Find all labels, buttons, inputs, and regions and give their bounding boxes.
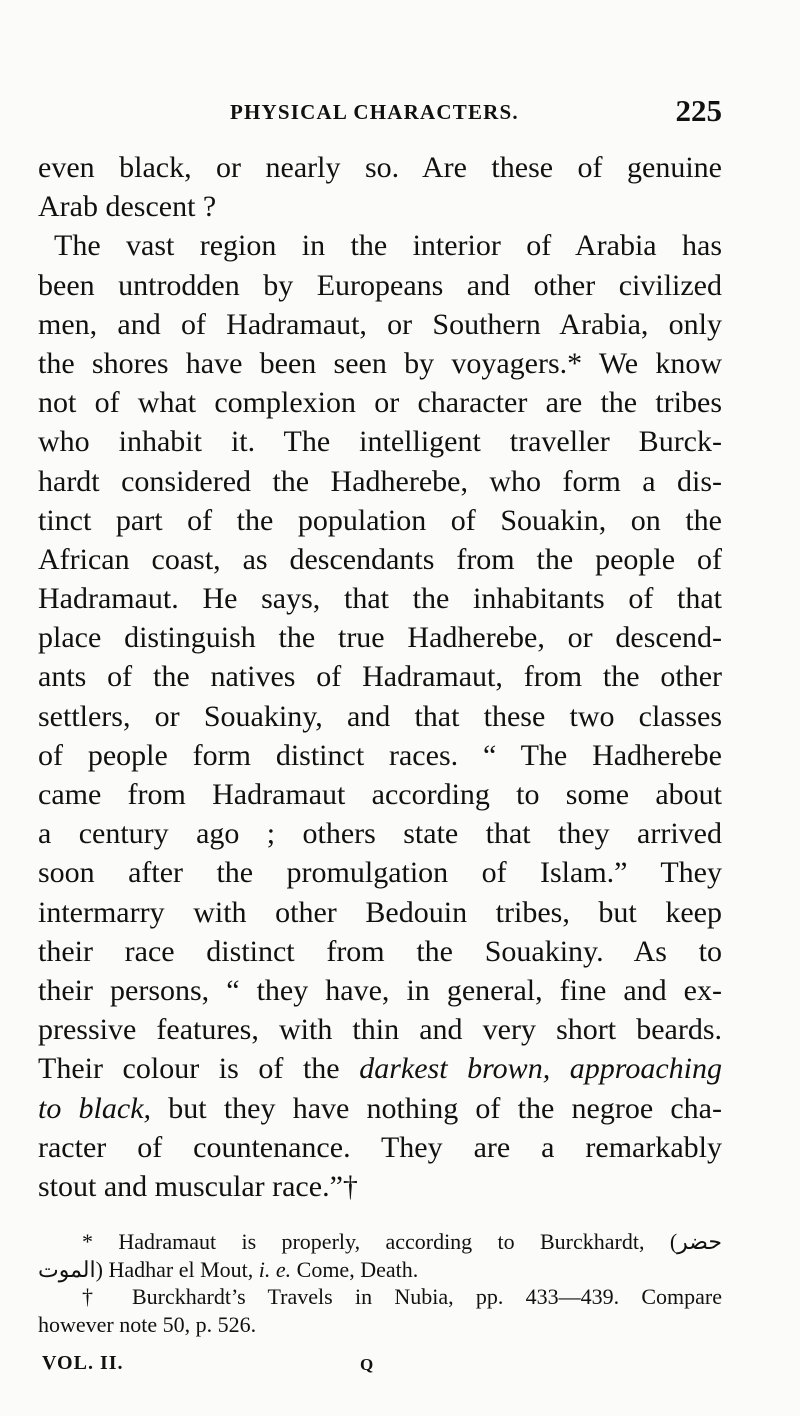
italic-text-run: to black, <box>38 1091 152 1125</box>
text-line: the shores have been seen by voyagers.* We know <box>38 346 722 380</box>
text-line: of people form distinct races. “ The Hadherebe <box>38 738 722 772</box>
text-line: Arab descent ? <box>38 190 217 224</box>
footnote-line: * Hadramaut is properly, according to Burckhardt, (حضر <box>82 1229 722 1254</box>
sheet-signature-mark: Q <box>360 1355 374 1374</box>
text-line: a century ago ; others state that they arrived <box>38 817 722 851</box>
text-run: but they have nothing of the negroe cha- <box>151 1091 722 1125</box>
text-line: racter of countenance. They are a remarkably <box>38 1130 722 1164</box>
footnote-line: † Burckhardt’s Travels in Nubia, pp. 433—439. Compare <box>82 1284 722 1309</box>
text-line: their race distinct from the Souakiny. As to <box>38 934 722 968</box>
text-line: ants of the natives of Hadramaut, from the other <box>38 660 722 694</box>
text-run: Come, Death. <box>291 1256 419 1282</box>
text-line: tinct part of the population of Souakin, on the <box>38 503 722 537</box>
page-number: 225 <box>675 93 722 128</box>
text-line: pressive features, with thin and very short beards. <box>38 1013 722 1047</box>
running-head-title: PHYSICAL CHARACTERS. <box>230 100 519 124</box>
text-line: African coast, as descendants from the people of <box>38 542 722 576</box>
text-line <box>38 1049 722 1088</box>
text-run: Their colour is of the <box>38 1052 360 1086</box>
text-line: Hadramaut. He says, that the inhabitants of that <box>38 582 722 616</box>
text-line: hardt considered the Hadherebe, who form a dis- <box>38 464 722 498</box>
text-line: been untrodden by Europeans and other civilized <box>38 268 722 302</box>
footnote-line <box>38 1256 722 1284</box>
body-text <box>38 148 722 1206</box>
text-line: stout and muscular race.”† <box>38 1169 358 1203</box>
text-line: place distinguish the true Hadherebe, or descend- <box>38 621 722 655</box>
italic-text-run: i. e. <box>258 1256 292 1282</box>
italic-text-run: darkest brown, approaching <box>359 1052 722 1086</box>
text-line: soon after the promulgation of Islam.” They <box>38 856 722 890</box>
text-line: their persons, “ they have, in general, fine and ex- <box>38 973 722 1007</box>
footnote-line: however note 50, p. 526. <box>38 1311 257 1337</box>
volume-signature: VOL. II. <box>42 1352 124 1374</box>
text-line: came from Hadramaut according to some about <box>38 778 722 811</box>
text-line: The vast region in the interior of Arabia has <box>54 229 722 263</box>
text-run: الموت) Hadhar el Mout, <box>38 1256 259 1282</box>
running-head <box>0 93 800 130</box>
text-line: settlers, or Souakiny, and that these two classes <box>38 699 722 733</box>
text-line: intermarry with other Bedouin tribes, but keep <box>38 895 722 929</box>
footnotes <box>38 1228 722 1338</box>
text-line <box>38 1089 722 1128</box>
text-line: even black, or nearly so. Are these of genuine <box>38 151 722 184</box>
text-line: men, and of Hadramaut, or Southern Arabia, only <box>38 307 722 341</box>
text-line: who inhabit it. The intelligent traveller Burck- <box>38 425 722 459</box>
text-line: not of what complexion or character are the tribes <box>38 386 722 420</box>
